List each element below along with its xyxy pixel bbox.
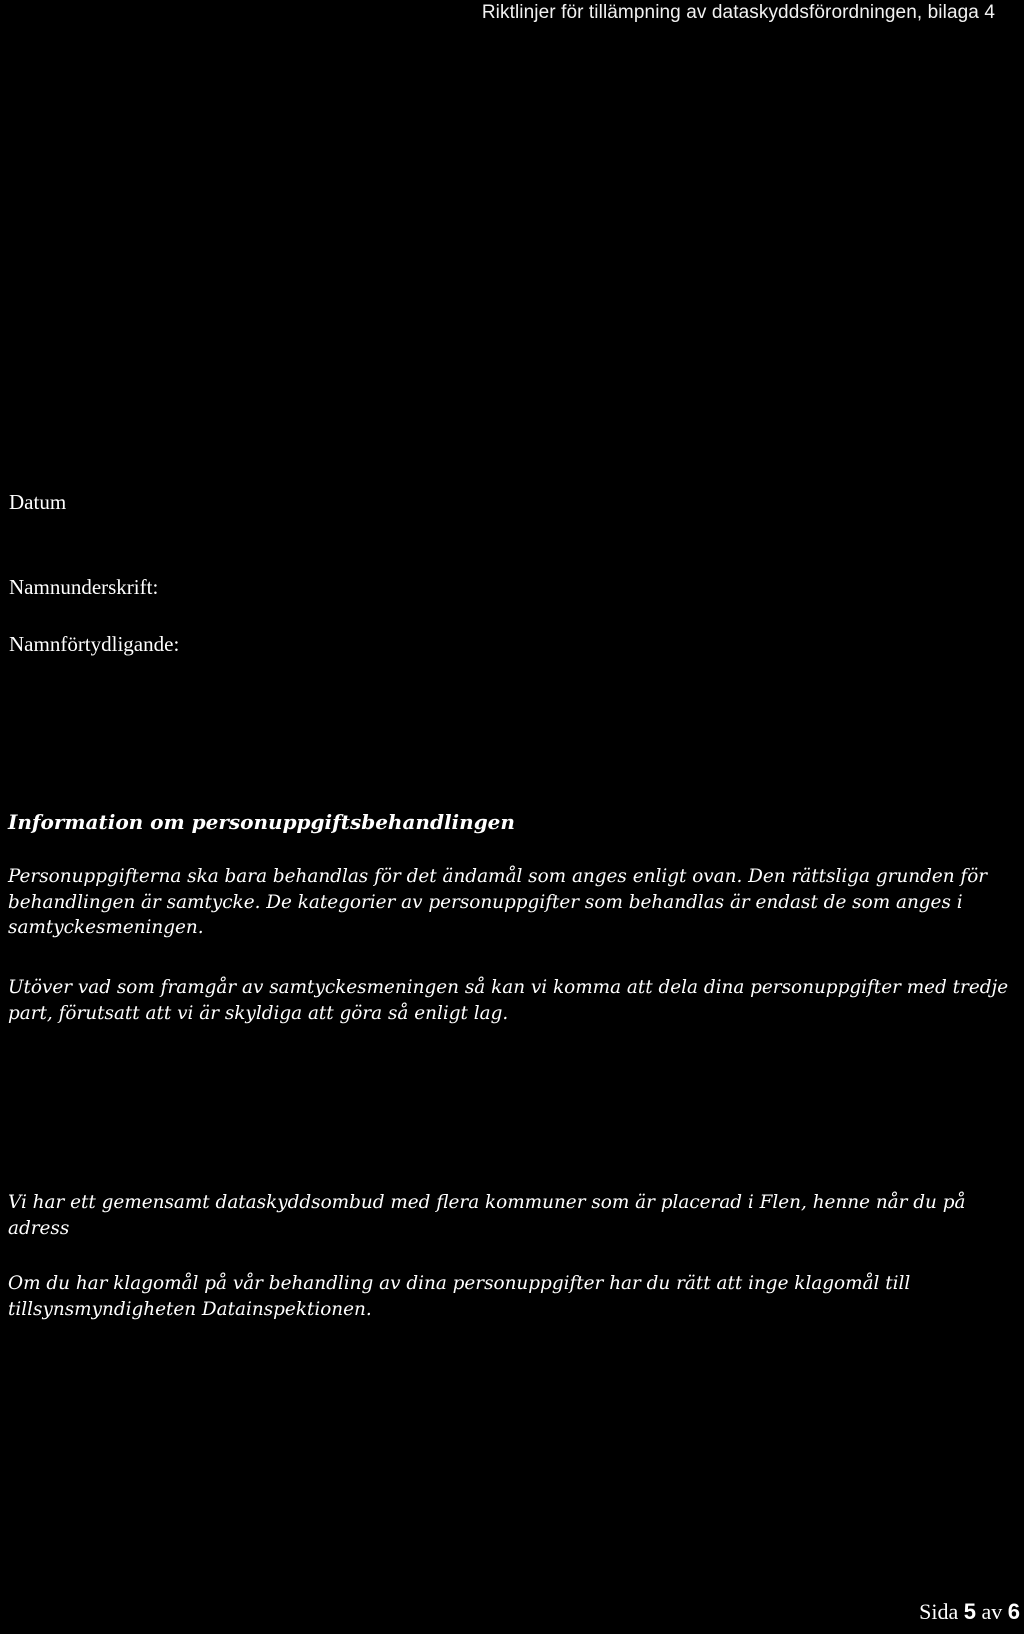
paragraph-data-protection-officer: Vi har ett gemensamt dataskyddsombud med flera kommuner som är placerad i Flen, henne når du på adress bbox=[8, 1192, 966, 1239]
page-separator: av bbox=[981, 1599, 1003, 1624]
page-number bbox=[919, 1599, 1020, 1625]
paragraph-third-party: Utöver vad som framgår av samtyckesmeningen så kan vi komma att dela dina personuppgifter med tredje part, förutsatt att vi är skyldiga att göra så enligt lag. bbox=[8, 977, 1009, 1024]
page-prefix: Sida bbox=[919, 1599, 959, 1624]
paragraph-legal-basis: Personuppgifterna ska bara behandlas för det ändamål som anges enligt ovan. Den rättsliga grunden för behandlingen är samtycke. De kategorier av personuppgifter som behandlas är endast de som anges i samtyckesmeningen. bbox=[8, 866, 988, 938]
total-pages: 6 bbox=[1007, 1599, 1020, 1624]
signature-label: Namnunderskrift: bbox=[9, 575, 159, 599]
section-heading: Information om personuppgiftsbehandlingen bbox=[8, 810, 515, 834]
name-clarification-label: Namnförtydligande: bbox=[9, 632, 180, 656]
document-header: Riktlinjer för tillämpning av dataskyddsförordningen, bilaga 4 bbox=[481, 2, 995, 23]
date-label: Datum bbox=[9, 490, 67, 514]
current-page: 5 bbox=[963, 1599, 976, 1624]
paragraph-complaints: Om du har klagomål på vår behandling av dina personuppgifter har du rätt att inge klagomål till tillsynsmyndigheten Datainspektionen. bbox=[8, 1273, 911, 1320]
